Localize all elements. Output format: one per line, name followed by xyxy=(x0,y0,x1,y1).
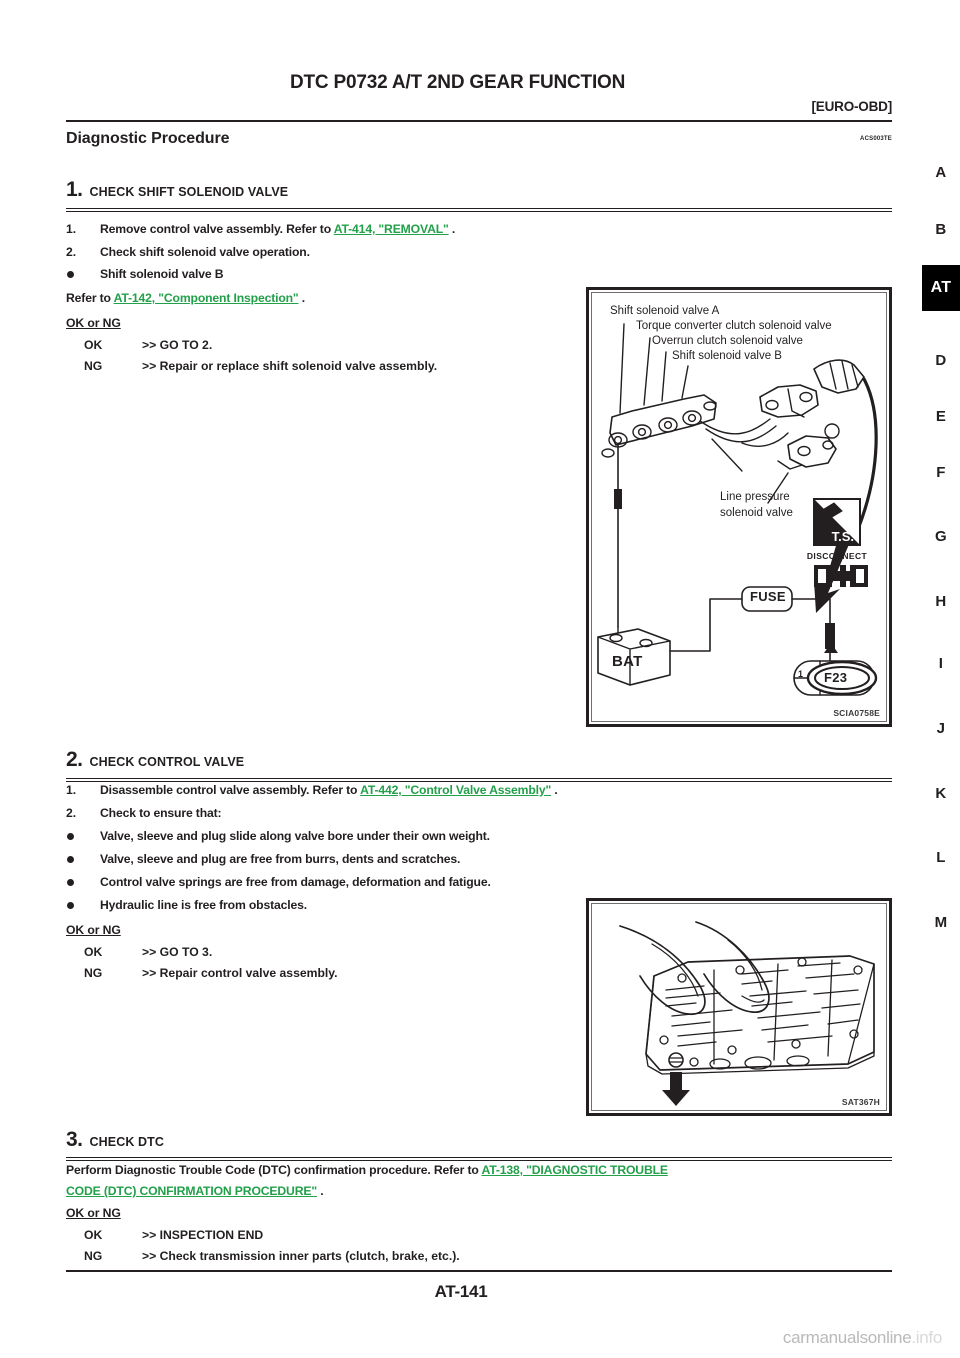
ts-tool-icon xyxy=(814,499,860,545)
list-marker: 1. xyxy=(66,783,77,797)
tab-f[interactable] xyxy=(922,455,960,489)
step-number: 1. xyxy=(66,178,83,201)
watermark-suffix: .info xyxy=(911,1328,942,1347)
footer-rule xyxy=(66,1270,892,1272)
result-key-ok: OK xyxy=(84,945,103,959)
battery-callout: BAT xyxy=(612,653,643,670)
tab-label: B xyxy=(935,220,947,238)
tab-g[interactable] xyxy=(922,519,960,553)
step-line xyxy=(66,1163,668,1177)
svg-text:T.S.: T.S. xyxy=(831,529,854,544)
step-line xyxy=(100,783,558,797)
link-at-138-dtc-confirmation-part2[interactable]: CODE (DTC) CONFIRMATION PROCEDURE" xyxy=(66,1184,317,1198)
tab-a[interactable] xyxy=(922,155,960,189)
step-line: Shift solenoid valve B xyxy=(100,267,224,281)
step-line: Check shift solenoid valve operation. xyxy=(100,245,310,259)
tab-m[interactable] xyxy=(922,905,960,939)
link-at-142-component-inspection[interactable]: AT-142, "Component Inspection" xyxy=(113,291,299,305)
figure-solenoid-valve-circuit xyxy=(586,287,892,727)
svg-text:DISCONNECT: DISCONNECT xyxy=(806,551,868,561)
figure-inner-frame xyxy=(591,292,887,722)
tab-label: M xyxy=(934,913,948,931)
bullet-icon xyxy=(67,902,74,909)
result-value-ok: >> GO TO 2. xyxy=(142,338,213,352)
section-tab-rail xyxy=(922,0,960,1358)
ok-or-ng-heading: OK or NG xyxy=(66,316,121,330)
result-key-ng: NG xyxy=(84,966,103,980)
tab-label: J xyxy=(936,719,946,737)
tab-label: D xyxy=(935,351,947,369)
result-key-ng: NG xyxy=(84,1249,103,1263)
tab-e[interactable] xyxy=(922,399,960,433)
tab-k[interactable] xyxy=(922,776,960,810)
watermark-name: carmanualsonline xyxy=(782,1328,912,1347)
figure-code: SAT367H xyxy=(841,1097,880,1107)
figure-code: SCIA0758E xyxy=(833,708,880,718)
result-value-ng: >> Repair control valve assembly. xyxy=(142,966,338,980)
tab-label: I xyxy=(938,654,944,672)
result-value-ok: >> GO TO 3. xyxy=(142,945,213,959)
bullet-icon xyxy=(67,271,74,278)
step-line-tail: . xyxy=(551,783,558,797)
result-key-ok: OK xyxy=(84,338,103,352)
tab-label: L xyxy=(936,848,946,866)
ok-or-ng-heading: OK or NG xyxy=(66,923,121,937)
title-rule xyxy=(66,120,892,122)
step-line-tail: . xyxy=(448,222,456,236)
step-line: Valve, sleeve and plug slide along valve bore under their own weight. xyxy=(100,829,490,843)
result-key-ok: OK xyxy=(84,1228,103,1242)
tab-l[interactable] xyxy=(922,840,960,874)
bullet-icon xyxy=(67,856,74,863)
link-at-414-removal[interactable]: AT-414, "REMOVAL" xyxy=(333,222,449,236)
step-number: 3. xyxy=(66,1128,83,1151)
fuse-callout: FUSE xyxy=(750,589,786,604)
tab-j[interactable] xyxy=(922,711,960,745)
bullet-icon xyxy=(67,879,74,886)
tab-d[interactable] xyxy=(922,343,960,377)
push-direction-arrow-icon xyxy=(662,1072,690,1106)
step-line: Hydraulic line is free from obstacles. xyxy=(100,898,307,912)
step-line-text: Remove control valve assembly. Refer to xyxy=(100,222,334,236)
list-marker: 1. xyxy=(66,222,77,236)
step-rule-2 xyxy=(66,778,892,782)
step-line xyxy=(100,222,455,236)
step-label: CHECK CONTROL VALVE xyxy=(89,755,245,769)
step-rule-3 xyxy=(66,1157,892,1161)
connector-id-callout: F23 xyxy=(824,670,848,685)
tab-label: A xyxy=(935,163,947,181)
list-marker: 2. xyxy=(66,806,77,820)
tab-label: H xyxy=(935,592,947,610)
step-line-text: Refer to xyxy=(66,291,114,305)
fig-label-overrun-clutch-solenoid-valve: Overrun clutch solenoid valve xyxy=(652,335,803,347)
tab-i[interactable] xyxy=(922,646,960,680)
page-title: DTC P0732 A/T 2ND GEAR FUNCTION xyxy=(290,72,626,93)
site-watermark xyxy=(783,1328,942,1348)
list-marker: 2. xyxy=(66,245,77,259)
step-number: 2. xyxy=(66,748,83,771)
step-line-text: Disassemble control valve assembly. Refer to xyxy=(100,783,361,797)
section-reference-code: ACS003TE xyxy=(860,136,892,142)
fig-label-shift-solenoid-valve-a: Shift solenoid valve A xyxy=(610,305,720,317)
section-heading: Diagnostic Procedure xyxy=(66,130,230,147)
link-at-442-control-valve-assembly[interactable]: AT-442, "Control Valve Assembly" xyxy=(360,783,552,797)
step-line-text: Perform Diagnostic Trouble Code (DTC) confirmation procedure. Refer to xyxy=(66,1163,482,1177)
step-header-3 xyxy=(66,1128,164,1152)
step-line xyxy=(66,1184,323,1198)
result-value-ng: >> Check transmission inner parts (clutch, brake, etc.). xyxy=(142,1249,460,1263)
step-line-tail: . xyxy=(298,291,306,305)
tab-h[interactable] xyxy=(922,584,960,618)
step-line xyxy=(66,291,305,305)
result-key-ng: NG xyxy=(84,359,103,373)
terminal-number-callout: 1 xyxy=(798,669,804,679)
step-label: CHECK SHIFT SOLENOID VALVE xyxy=(89,185,289,199)
tab-label: K xyxy=(935,784,947,802)
tab-label: G xyxy=(935,527,947,545)
control-valve-body-svg xyxy=(592,904,887,1111)
tab-label: F xyxy=(936,463,946,481)
market-tag: [EURO-OBD] xyxy=(811,99,892,114)
page-number: AT-141 xyxy=(434,1282,488,1301)
link-at-138-dtc-confirmation-part1[interactable]: AT-138, "DIAGNOSTIC TROUBLE xyxy=(481,1163,668,1177)
bullet-icon xyxy=(67,833,74,840)
step-line-tail: . xyxy=(316,1184,324,1198)
tab-label: AT xyxy=(930,279,952,296)
tab-b[interactable] xyxy=(922,212,960,246)
fig-label-solenoid-valve: solenoid valve xyxy=(720,507,793,519)
ok-or-ng-heading: OK or NG xyxy=(66,1206,121,1220)
tab-label: E xyxy=(935,407,947,425)
fig-label-torque-converter-clutch-solenoid: Torque converter clutch solenoid valve xyxy=(636,320,832,332)
result-value-ng: >> Repair or replace shift solenoid valve assembly. xyxy=(142,359,438,373)
figure-inner-frame xyxy=(591,903,887,1111)
step-line: Check to ensure that: xyxy=(100,806,222,820)
tab-at[interactable] xyxy=(922,265,960,311)
step-line: Valve, sleeve and plug are free from burrs, dents and scratches. xyxy=(100,852,461,866)
step-line: Control valve springs are free from damage, deformation and fatigue. xyxy=(100,875,491,889)
result-value-ok: >> INSPECTION END xyxy=(142,1228,264,1242)
step-header-1 xyxy=(66,178,288,202)
step-label: CHECK DTC xyxy=(89,1135,165,1149)
step-header-2 xyxy=(66,748,244,772)
fig-label-shift-solenoid-valve-b: Shift solenoid valve B xyxy=(672,350,782,362)
fig-label-line-pressure: Line pressure xyxy=(720,491,790,503)
step-rule-1 xyxy=(66,208,892,212)
figure-control-valve-body xyxy=(586,898,892,1116)
